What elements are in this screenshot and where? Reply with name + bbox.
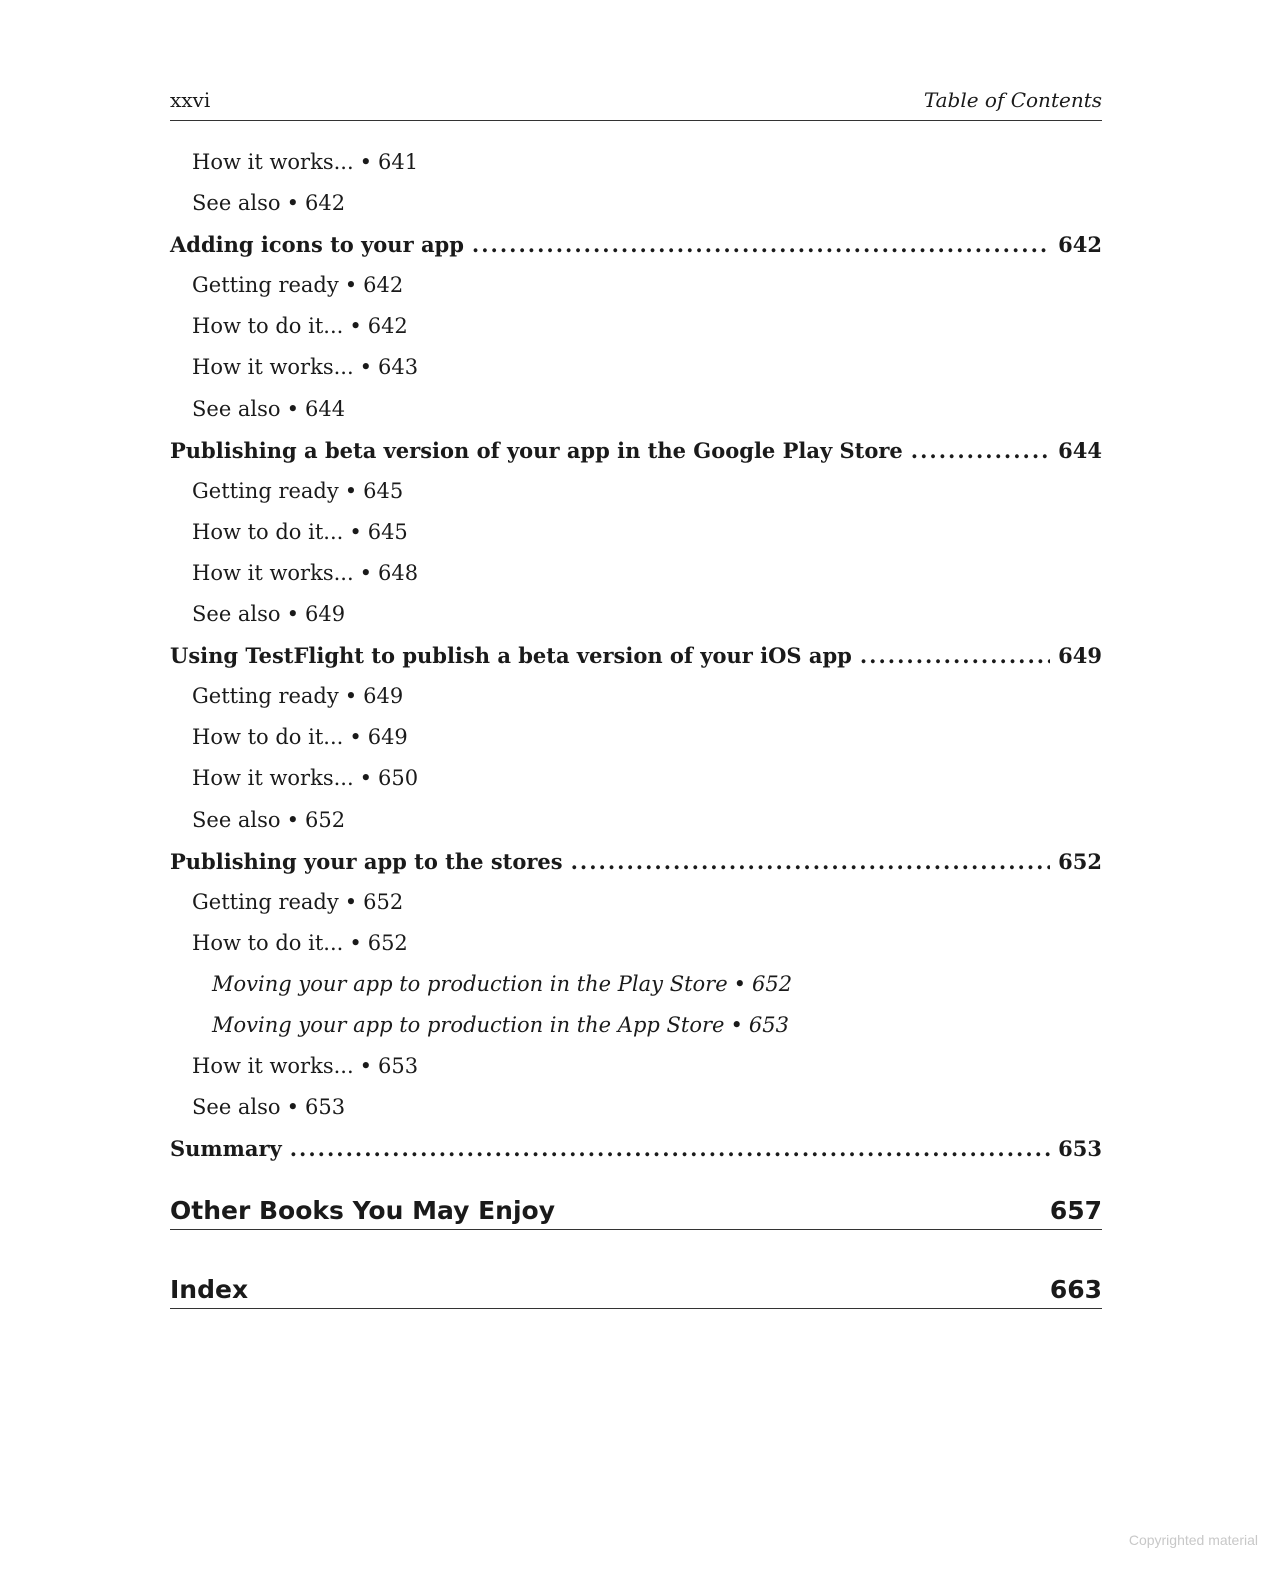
toc-subentry[interactable] — [170, 553, 1102, 594]
toc-subentry[interactable] — [170, 265, 1102, 306]
toc-entry-page: 650 — [378, 766, 419, 791]
toc-entry-title: Getting ready — [192, 478, 339, 503]
toc-entry-title: How it works... — [192, 150, 354, 174]
dot-leader — [860, 635, 1050, 676]
toc-entry-title: How to do it... — [192, 725, 344, 750]
bullet-separator: • — [359, 560, 373, 585]
toc-section-entry[interactable] — [170, 841, 1102, 882]
toc-entry-title: See also — [192, 807, 281, 832]
toc-subentry[interactable] — [170, 882, 1102, 923]
toc-entry-page: 652 — [304, 807, 346, 832]
toc-entry-title: Publishing a beta version of your app in the Google Play Store — [170, 437, 903, 463]
toc-subentry[interactable] — [170, 1046, 1102, 1087]
toc-subentry[interactable] — [170, 347, 1102, 388]
running-header — [170, 86, 1102, 121]
toc-entry-title: How it works... — [192, 560, 354, 585]
toc-entry-title: See also — [192, 191, 281, 216]
toc-subentry[interactable] — [170, 758, 1102, 799]
toc-entry-page: 649 — [304, 602, 346, 627]
part-page-number: 657 — [1049, 1196, 1102, 1225]
toc-entry-page: 653 — [1058, 1136, 1102, 1162]
page-folio: xxvi — [170, 88, 211, 112]
toc-subentry[interactable] — [170, 594, 1102, 635]
toc-part-other-books[interactable] — [170, 1193, 1102, 1230]
toc-section-entry[interactable] — [170, 1128, 1102, 1169]
toc-entry-title: Getting ready — [192, 273, 339, 298]
bullet-separator: • — [286, 396, 299, 421]
toc-subentry[interactable] — [170, 1087, 1102, 1128]
toc-entry-page: 644 — [304, 396, 346, 421]
bullet-separator: • — [359, 150, 373, 174]
toc-entry-page: 653 — [378, 1054, 419, 1079]
toc-list — [170, 142, 1102, 1169]
bullet-separator: • — [344, 478, 358, 503]
toc-subentry[interactable] — [170, 512, 1102, 553]
bullet-separator: • — [344, 889, 358, 914]
toc-entry-page: 653 — [748, 1012, 789, 1037]
toc-entry-page: 643 — [378, 355, 419, 380]
toc-entry-title: Getting ready — [192, 889, 339, 914]
toc-entry-page: 642 — [367, 314, 408, 339]
toc-subentry[interactable] — [170, 676, 1102, 717]
bullet-separator: • — [349, 519, 362, 544]
toc-entry-title: How it works... — [192, 766, 354, 791]
bullet-separator: • — [286, 807, 299, 832]
toc-entry-title: See also — [192, 396, 281, 421]
toc-entry-title: Getting ready — [192, 684, 339, 709]
toc-subentry[interactable] — [170, 1005, 1102, 1046]
toc-subentry[interactable] — [170, 183, 1102, 224]
toc-entry-page: 642 — [304, 191, 346, 216]
toc-section-entry[interactable] — [170, 430, 1102, 471]
toc-part-index[interactable] — [170, 1272, 1102, 1309]
dot-leader — [571, 841, 1051, 882]
bullet-separator: • — [730, 1012, 743, 1037]
toc-entry-page: 645 — [367, 519, 408, 544]
toc-subentry[interactable] — [170, 964, 1102, 1005]
toc-entry-title: Adding icons to your app — [170, 232, 464, 258]
toc-entry-title: How it works... — [192, 1054, 354, 1079]
dot-leader — [911, 430, 1050, 471]
toc-subentry[interactable] — [170, 142, 1102, 183]
part-title: Index — [170, 1275, 249, 1304]
toc-section-entry[interactable] — [170, 224, 1102, 265]
toc-entry-page: 645 — [363, 478, 404, 503]
toc-entry-page: 649 — [363, 684, 404, 709]
toc-entry-page: 642 — [363, 273, 404, 298]
bullet-separator: • — [286, 1095, 299, 1120]
part-title: Other Books You May Enjoy — [170, 1196, 555, 1225]
toc-subentry[interactable] — [170, 923, 1102, 964]
copyright-watermark: Copyrighted material — [1128, 1532, 1258, 1548]
bullet-separator: • — [286, 602, 299, 627]
bullet-separator: • — [359, 1054, 373, 1079]
toc-entry-title: How to do it... — [192, 314, 344, 339]
toc-entry-title: Publishing your app to the stores — [170, 848, 563, 874]
toc-section-entry[interactable] — [170, 635, 1102, 676]
toc-entry-title: Summary — [170, 1136, 282, 1162]
part-page-number: 663 — [1049, 1275, 1102, 1304]
bullet-separator: • — [733, 971, 747, 996]
toc-entry-title: See also — [192, 602, 281, 627]
toc-subentry[interactable] — [170, 717, 1102, 758]
bullet-separator: • — [344, 273, 358, 298]
toc-entry-title: How to do it... — [192, 930, 344, 955]
toc-entry-page: 652 — [1058, 848, 1102, 874]
bullet-separator: • — [349, 725, 362, 750]
toc-entry-page: 641 — [378, 150, 419, 174]
toc-entry-page: 649 — [367, 725, 408, 750]
toc-entry-page: 653 — [304, 1095, 346, 1120]
toc-entry-page: 649 — [1058, 643, 1102, 669]
toc-subentry[interactable] — [170, 306, 1102, 347]
toc-entry-title: Moving your app to production in the App Store — [212, 1012, 725, 1037]
toc-entry-title: See also — [192, 1095, 281, 1120]
dot-leader — [290, 1128, 1050, 1169]
bullet-separator: • — [359, 766, 373, 791]
toc-entry-page: 652 — [363, 889, 404, 914]
toc-entry-page: 648 — [378, 560, 419, 585]
toc-entry-page: 644 — [1058, 437, 1102, 463]
dot-leader — [472, 224, 1050, 265]
running-section-title: Table of Contents — [923, 88, 1102, 112]
toc-entry-page: 652 — [367, 930, 408, 955]
bullet-separator: • — [286, 191, 299, 216]
bullet-separator: • — [349, 930, 362, 955]
toc-entry-title: How it works... — [192, 355, 354, 380]
toc-entry-title: How to do it... — [192, 519, 344, 544]
toc-subentry[interactable] — [170, 389, 1102, 430]
toc-subentry[interactable] — [170, 800, 1102, 841]
bullet-separator: • — [359, 355, 373, 380]
bullet-separator: • — [349, 314, 362, 339]
toc-entry-page: 642 — [1058, 232, 1102, 258]
toc-entry-title: Using TestFlight to publish a beta version of your iOS app — [170, 643, 852, 669]
toc-subentry[interactable] — [170, 471, 1102, 512]
bullet-separator: • — [344, 684, 358, 709]
toc-entry-title: Moving your app to production in the Play Store — [212, 971, 728, 996]
toc-entry-page: 652 — [752, 971, 793, 996]
